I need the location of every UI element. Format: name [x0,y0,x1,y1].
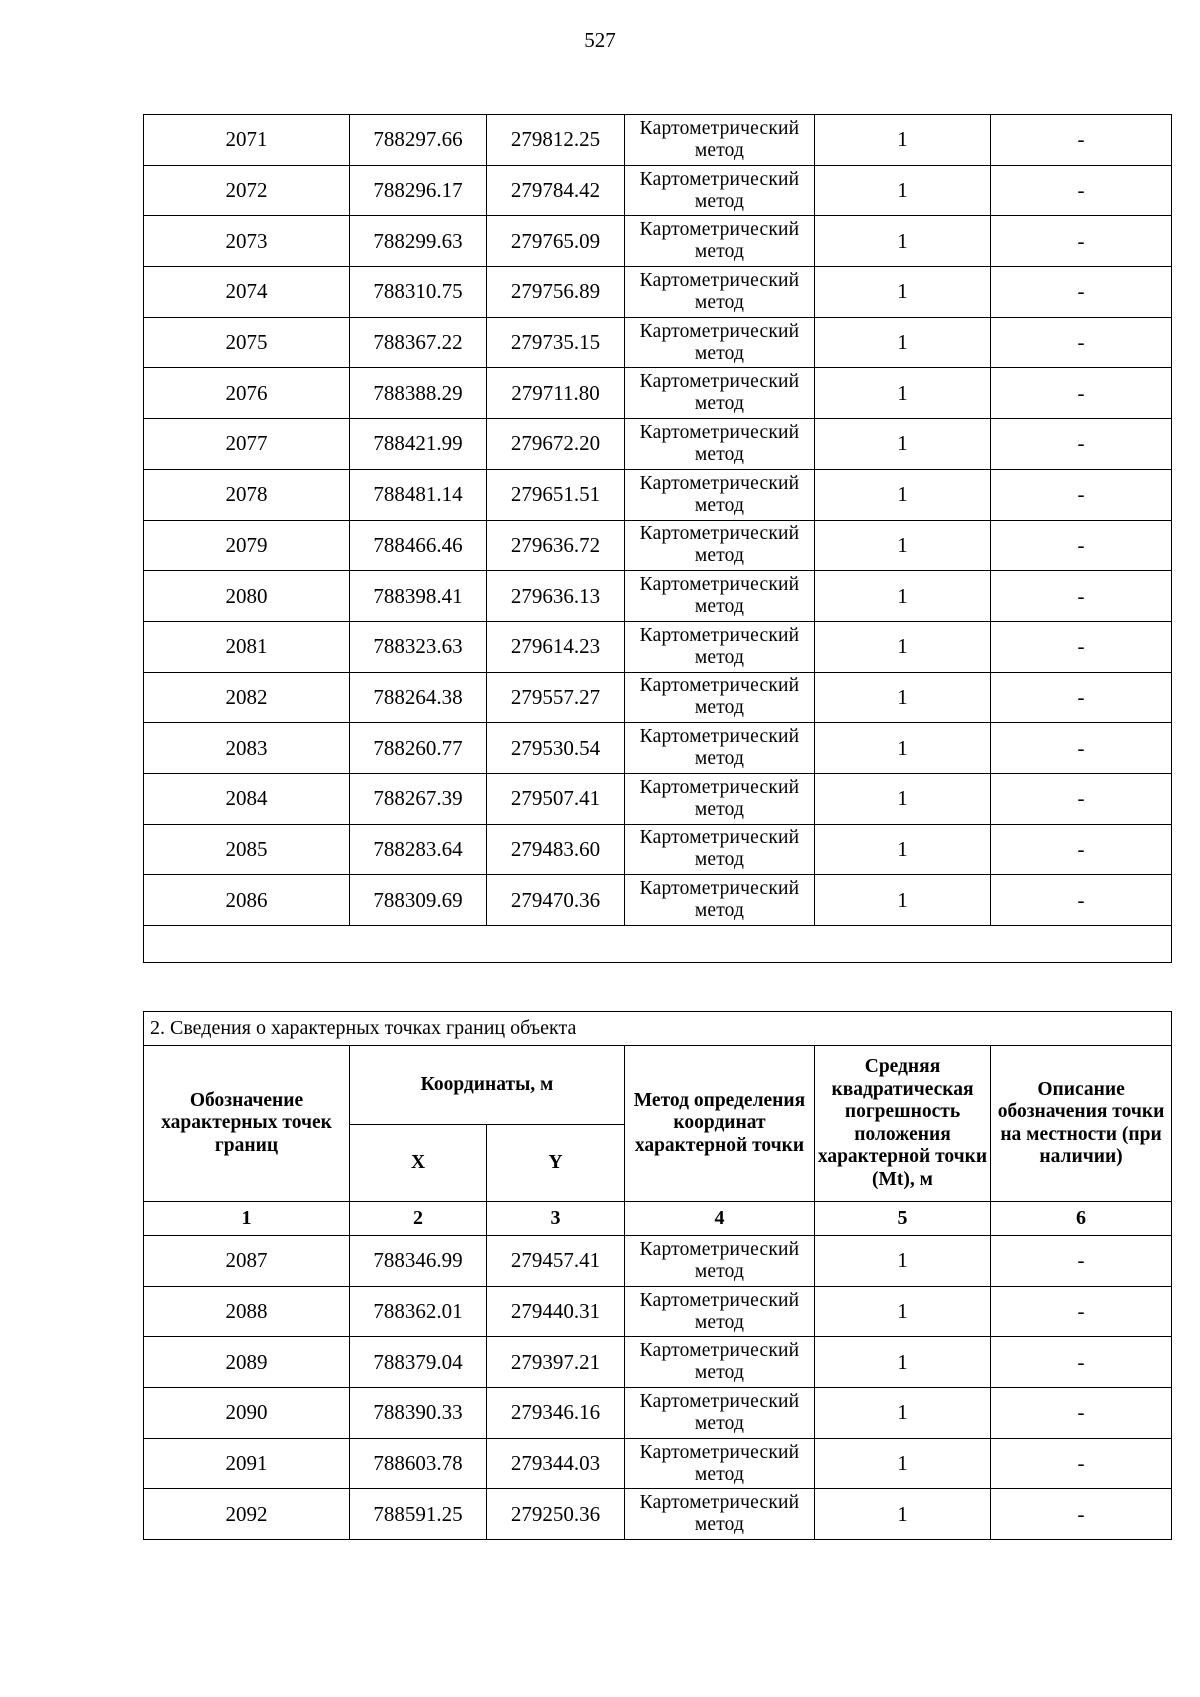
y-coordinate-cell: 279397.21 [487,1337,625,1388]
point-id-cell: 2072 [144,165,350,216]
description-cell: - [991,723,1172,774]
description-cell: - [991,1438,1172,1489]
table-row [144,1438,1172,1489]
table-row [144,723,1172,774]
header-method: Метод определения координат характерной точки [625,1046,815,1202]
error-cell: 1 [815,773,991,824]
description-cell: - [991,875,1172,926]
description-cell: - [991,520,1172,571]
method-label-line1: Картометрический [639,1340,800,1362]
method-cell [625,824,815,875]
section-title-row [144,1012,1172,1046]
description-cell: - [991,419,1172,470]
method-label-line1: Картометрический [639,827,800,849]
description-cell: - [991,165,1172,216]
x-coordinate-cell: 788390.33 [350,1388,487,1439]
method-cell [625,723,815,774]
table-row [144,520,1172,571]
point-id-cell: 2075 [144,317,350,368]
y-coordinate-cell: 279636.13 [487,571,625,622]
point-id-cell: 2080 [144,571,350,622]
description-cell: - [991,1489,1172,1540]
y-coordinate-cell: 279507.41 [487,773,625,824]
description-cell: - [991,1236,1172,1287]
y-coordinate-cell: 279636.72 [487,520,625,571]
method-label-line1: Картометрический [639,219,800,241]
method-cell [625,773,815,824]
method-label-line2: метод [694,545,745,567]
error-cell: 1 [815,115,991,166]
error-cell: 1 [815,672,991,723]
point-id-cell: 2074 [144,267,350,318]
method-cell [625,115,815,166]
table-row [144,1236,1172,1287]
column-number: 3 [487,1202,625,1236]
error-cell: 1 [815,1286,991,1337]
table-row [144,317,1172,368]
point-id-cell: 2079 [144,520,350,571]
error-cell: 1 [815,1236,991,1287]
x-coordinate-cell: 788379.04 [350,1337,487,1388]
y-coordinate-cell: 279346.16 [487,1388,625,1439]
table2-body [144,1012,1172,1540]
method-label-line1: Картометрический [639,1492,800,1514]
x-coordinate-cell: 788466.46 [350,520,487,571]
table-row [144,621,1172,672]
y-coordinate-cell: 279672.20 [487,419,625,470]
y-coordinate-cell: 279765.09 [487,216,625,267]
table-row [144,216,1172,267]
error-cell: 1 [815,1337,991,1388]
column-number: 4 [625,1202,815,1236]
method-label-line1: Картометрический [639,624,800,646]
method-cell [625,1337,815,1388]
coordinates-table-continued [143,114,1172,963]
method-label-line1: Картометрический [639,421,800,443]
method-cell [625,672,815,723]
method-label-line1: Картометрический [639,320,800,342]
method-label-line2: метод [694,1260,745,1282]
method-label-line2: метод [694,291,745,313]
error-cell: 1 [815,368,991,419]
error-cell: 1 [815,875,991,926]
point-id-cell: 2091 [144,1438,350,1489]
method-label-line2: метод [694,1412,745,1434]
x-coordinate-cell: 788591.25 [350,1489,487,1540]
method-cell [625,267,815,318]
method-label-line2: метод [694,748,745,770]
description-cell: - [991,571,1172,622]
error-cell: 1 [815,216,991,267]
error-cell: 1 [815,1388,991,1439]
x-coordinate-cell: 788264.38 [350,672,487,723]
description-cell: - [991,115,1172,166]
method-label-line1: Картометрический [639,574,800,596]
error-cell: 1 [815,419,991,470]
point-id-cell: 2077 [144,419,350,470]
error-cell: 1 [815,571,991,622]
error-cell: 1 [815,1438,991,1489]
method-cell [625,1438,815,1489]
y-coordinate-cell: 279530.54 [487,723,625,774]
description-cell: - [991,1337,1172,1388]
error-cell: 1 [815,165,991,216]
method-cell [625,1236,815,1287]
point-id-cell: 2089 [144,1337,350,1388]
error-cell: 1 [815,723,991,774]
method-cell [625,1489,815,1540]
header-error: Средняя квадратическая погрешность положения характерной точки (Mt), м [815,1046,991,1202]
method-label-line2: метод [694,900,745,922]
table-row [144,1286,1172,1337]
method-label-line2: метод [694,1362,745,1384]
header-point-designation: Обозначение характерных точек границ [144,1046,350,1202]
method-label-line1: Картометрический [639,1238,800,1260]
method-label-line2: метод [694,241,745,263]
method-cell [625,1286,815,1337]
method-label-line2: метод [694,849,745,871]
description-cell: - [991,773,1172,824]
method-label-line1: Картометрический [639,371,800,393]
boundary-points-table [143,1011,1172,1540]
y-coordinate-cell: 279784.42 [487,165,625,216]
method-label-line2: метод [694,646,745,668]
point-id-cell: 2090 [144,1388,350,1439]
method-label-line1: Картометрический [639,878,800,900]
y-coordinate-cell: 279470.36 [487,875,625,926]
method-label-line2: метод [694,1514,745,1536]
method-label-line1: Картометрический [639,776,800,798]
table-row [144,1337,1172,1388]
error-cell: 1 [815,267,991,318]
description-cell: - [991,824,1172,875]
point-id-cell: 2078 [144,469,350,520]
error-cell: 1 [815,1489,991,1540]
description-cell: - [991,672,1172,723]
y-coordinate-cell: 279457.41 [487,1236,625,1287]
method-label-line2: метод [694,393,745,415]
x-coordinate-cell: 788362.01 [350,1286,487,1337]
method-label-line1: Картометрический [639,523,800,545]
method-label-line1: Картометрический [639,1289,800,1311]
method-label-line2: метод [694,342,745,364]
y-coordinate-cell: 279440.31 [487,1286,625,1337]
method-label-line2: метод [694,596,745,618]
x-coordinate-cell: 788267.39 [350,773,487,824]
x-coordinate-cell: 788309.69 [350,875,487,926]
method-label-line1: Картометрический [639,117,800,139]
point-id-cell: 2083 [144,723,350,774]
method-cell [625,368,815,419]
y-coordinate-cell: 279483.60 [487,824,625,875]
x-coordinate-cell: 788388.29 [350,368,487,419]
point-id-cell: 2092 [144,1489,350,1540]
x-coordinate-cell: 788421.99 [350,419,487,470]
page-number: 527 [584,28,616,52]
method-cell [625,520,815,571]
column-number: 6 [991,1202,1172,1236]
header-coordinates: Координаты, м [350,1046,625,1125]
method-label-line2: метод [694,494,745,516]
description-cell: - [991,216,1172,267]
point-id-cell: 2071 [144,115,350,166]
error-cell: 1 [815,824,991,875]
table-row [144,469,1172,520]
x-coordinate-cell: 788481.14 [350,469,487,520]
method-cell [625,875,815,926]
method-label-line1: Картометрический [639,675,800,697]
header-row-top [144,1046,1172,1125]
method-label-line2: метод [694,798,745,820]
error-cell: 1 [815,621,991,672]
y-coordinate-cell: 279756.89 [487,267,625,318]
description-cell: - [991,317,1172,368]
method-label-line2: метод [694,1463,745,1485]
method-label-line2: метод [694,443,745,465]
description-cell: - [991,469,1172,520]
description-cell: - [991,1388,1172,1439]
table-row [144,875,1172,926]
x-coordinate-cell: 788367.22 [350,317,487,368]
method-cell [625,165,815,216]
column-number-row [144,1202,1172,1236]
section-title: 2. Сведения о характерных точках границ объекта [144,1012,1172,1046]
table-row [144,1388,1172,1439]
table-row [144,115,1172,166]
y-coordinate-cell: 279711.80 [487,368,625,419]
y-coordinate-cell: 279250.36 [487,1489,625,1540]
point-id-cell: 2073 [144,216,350,267]
table-row [144,1489,1172,1540]
header-description: Описание обозначения точки на местности (при наличии) [991,1046,1172,1202]
y-coordinate-cell: 279735.15 [487,317,625,368]
point-id-cell: 2084 [144,773,350,824]
error-cell: 1 [815,317,991,368]
x-coordinate-cell: 788260.77 [350,723,487,774]
table1-body [144,115,1172,963]
method-cell [625,469,815,520]
point-id-cell: 2082 [144,672,350,723]
point-id-cell: 2081 [144,621,350,672]
column-number: 1 [144,1202,350,1236]
point-id-cell: 2085 [144,824,350,875]
x-coordinate-cell: 788398.41 [350,571,487,622]
y-coordinate-cell: 279651.51 [487,469,625,520]
x-coordinate-cell: 788299.63 [350,216,487,267]
table-row [144,419,1172,470]
method-label-line1: Картометрический [639,472,800,494]
table-row [144,165,1172,216]
description-cell: - [991,1286,1172,1337]
header-x: X [350,1125,487,1202]
point-id-cell: 2088 [144,1286,350,1337]
table-row [144,672,1172,723]
empty-row [144,926,1172,963]
method-cell [625,216,815,267]
method-cell [625,571,815,622]
description-cell: - [991,267,1172,318]
point-id-cell: 2076 [144,368,350,419]
method-label-line2: метод [694,1311,745,1333]
header-y: Y [487,1125,625,1202]
error-cell: 1 [815,469,991,520]
method-label-line2: метод [694,697,745,719]
x-coordinate-cell: 788297.66 [350,115,487,166]
method-label-line2: метод [694,190,745,212]
x-coordinate-cell: 788603.78 [350,1438,487,1489]
error-cell: 1 [815,520,991,571]
method-cell [625,419,815,470]
method-label-line1: Картометрический [639,726,800,748]
method-label-line2: метод [694,139,745,161]
column-number: 2 [350,1202,487,1236]
description-cell: - [991,368,1172,419]
x-coordinate-cell: 788283.64 [350,824,487,875]
table-row [144,267,1172,318]
table-row [144,824,1172,875]
table-row [144,773,1172,824]
y-coordinate-cell: 279557.27 [487,672,625,723]
method-cell [625,1388,815,1439]
y-coordinate-cell: 279344.03 [487,1438,625,1489]
point-id-cell: 2086 [144,875,350,926]
method-label-line1: Картометрический [639,269,800,291]
description-cell: - [991,621,1172,672]
method-label-line1: Картометрический [639,1441,800,1463]
x-coordinate-cell: 788310.75 [350,267,487,318]
x-coordinate-cell: 788346.99 [350,1236,487,1287]
method-cell [625,621,815,672]
method-label-line1: Картометрический [639,1390,800,1412]
method-cell [625,317,815,368]
empty-cell [144,926,1172,963]
point-id-cell: 2087 [144,1236,350,1287]
method-label-line1: Картометрический [639,168,800,190]
table-row [144,571,1172,622]
x-coordinate-cell: 788296.17 [350,165,487,216]
table-row [144,368,1172,419]
y-coordinate-cell: 279812.25 [487,115,625,166]
x-coordinate-cell: 788323.63 [350,621,487,672]
column-number: 5 [815,1202,991,1236]
y-coordinate-cell: 279614.23 [487,621,625,672]
